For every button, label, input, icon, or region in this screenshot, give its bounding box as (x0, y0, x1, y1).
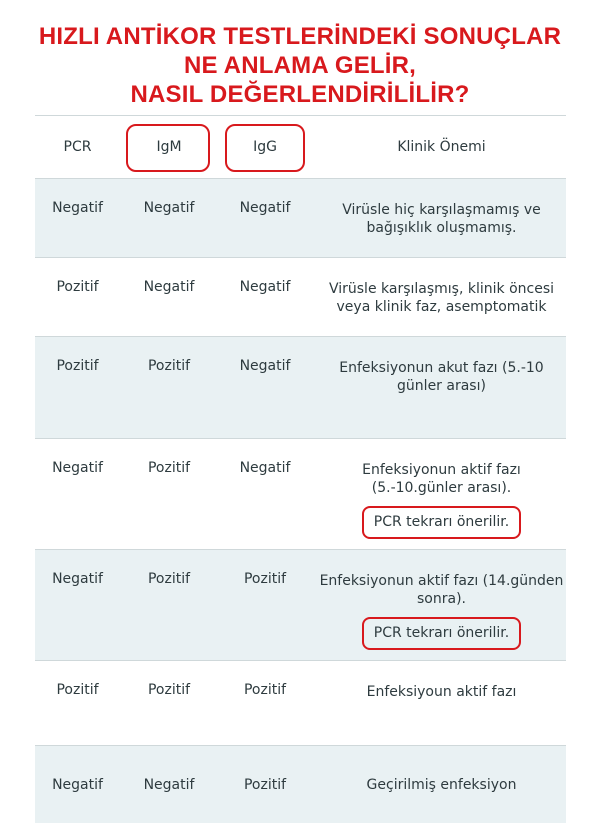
cell-clinical (317, 201, 566, 237)
cell-igg: Negatif (239, 460, 291, 476)
cell-clinical (317, 776, 566, 794)
table-row (35, 550, 566, 661)
table-row (35, 258, 566, 337)
table-row (35, 179, 566, 258)
page-title (0, 22, 600, 109)
cell-igg: Pozitif (243, 682, 287, 698)
cell-igm: Negatif (143, 279, 195, 295)
cell-pcr: Pozitif (56, 682, 99, 698)
clinical-text: Geçirilmiş enfeksiyon (366, 777, 517, 793)
header-igm: IgM (156, 139, 182, 155)
clinical-text: Enfeksiyonun akut fazı (5.-10 günler arası) (339, 360, 544, 394)
cell-igm: Negatif (143, 200, 195, 216)
table-row (35, 337, 566, 439)
cell-pcr: Negatif (52, 200, 103, 216)
clinical-text: Virüsle karşılaşmış, klinik öncesi veya klinik faz, asemptomatik (328, 281, 555, 315)
cell-igg: Pozitif (243, 571, 287, 587)
cell-igm: Pozitif (147, 571, 191, 587)
table-header-row (35, 115, 566, 179)
table-row (35, 661, 566, 746)
clinical-text: Virüsle hiç karşılaşmamış ve bağışıklık oluşmamış. (342, 202, 541, 236)
pcr-repeat-note: PCR tekrarı önerilir. (362, 617, 521, 650)
cell-igm: Pozitif (147, 358, 191, 374)
cell-pcr: Negatif (52, 460, 103, 476)
cell-pcr: Pozitif (56, 358, 99, 374)
table-row (35, 439, 566, 550)
title-line-3: NASIL DEĞERLENDİRİLİLİR? (130, 81, 470, 108)
cell-pcr: Negatif (52, 777, 103, 793)
clinical-text: Enfeksiyonun aktif fazı (5.-10.günler arası). (362, 462, 521, 496)
cell-clinical (317, 280, 566, 316)
antibody-results-table (35, 115, 566, 823)
cell-igg: Negatif (239, 358, 291, 374)
cell-pcr: Pozitif (56, 279, 99, 295)
header-igg: IgG (253, 139, 277, 155)
cell-clinical (317, 461, 566, 539)
cell-igm: Pozitif (147, 460, 191, 476)
cell-igm: Pozitif (147, 682, 191, 698)
cell-pcr: Negatif (52, 571, 103, 587)
cell-clinical (317, 359, 566, 395)
cell-igg: Negatif (239, 279, 291, 295)
clinical-text: Enfeksiyoun aktif fazı (366, 684, 517, 700)
cell-igg: Negatif (239, 200, 291, 216)
table-row (35, 746, 566, 823)
header-clinical: Klinik Önemi (397, 139, 486, 155)
cell-clinical (317, 572, 566, 650)
cell-igm: Negatif (143, 777, 195, 793)
pcr-repeat-note: PCR tekrarı önerilir. (362, 506, 521, 539)
title-line-2: NE ANLAMA GELİR, (183, 52, 417, 79)
cell-clinical (317, 683, 566, 701)
header-pcr: PCR (63, 139, 92, 155)
clinical-text: Enfeksiyonun aktif fazı (14.günden sonra). (319, 573, 564, 607)
cell-igg: Pozitif (243, 777, 287, 793)
title-line-1: HIZLI ANTİKOR TESTLERİNDEKİ SONUÇLAR (38, 23, 562, 50)
